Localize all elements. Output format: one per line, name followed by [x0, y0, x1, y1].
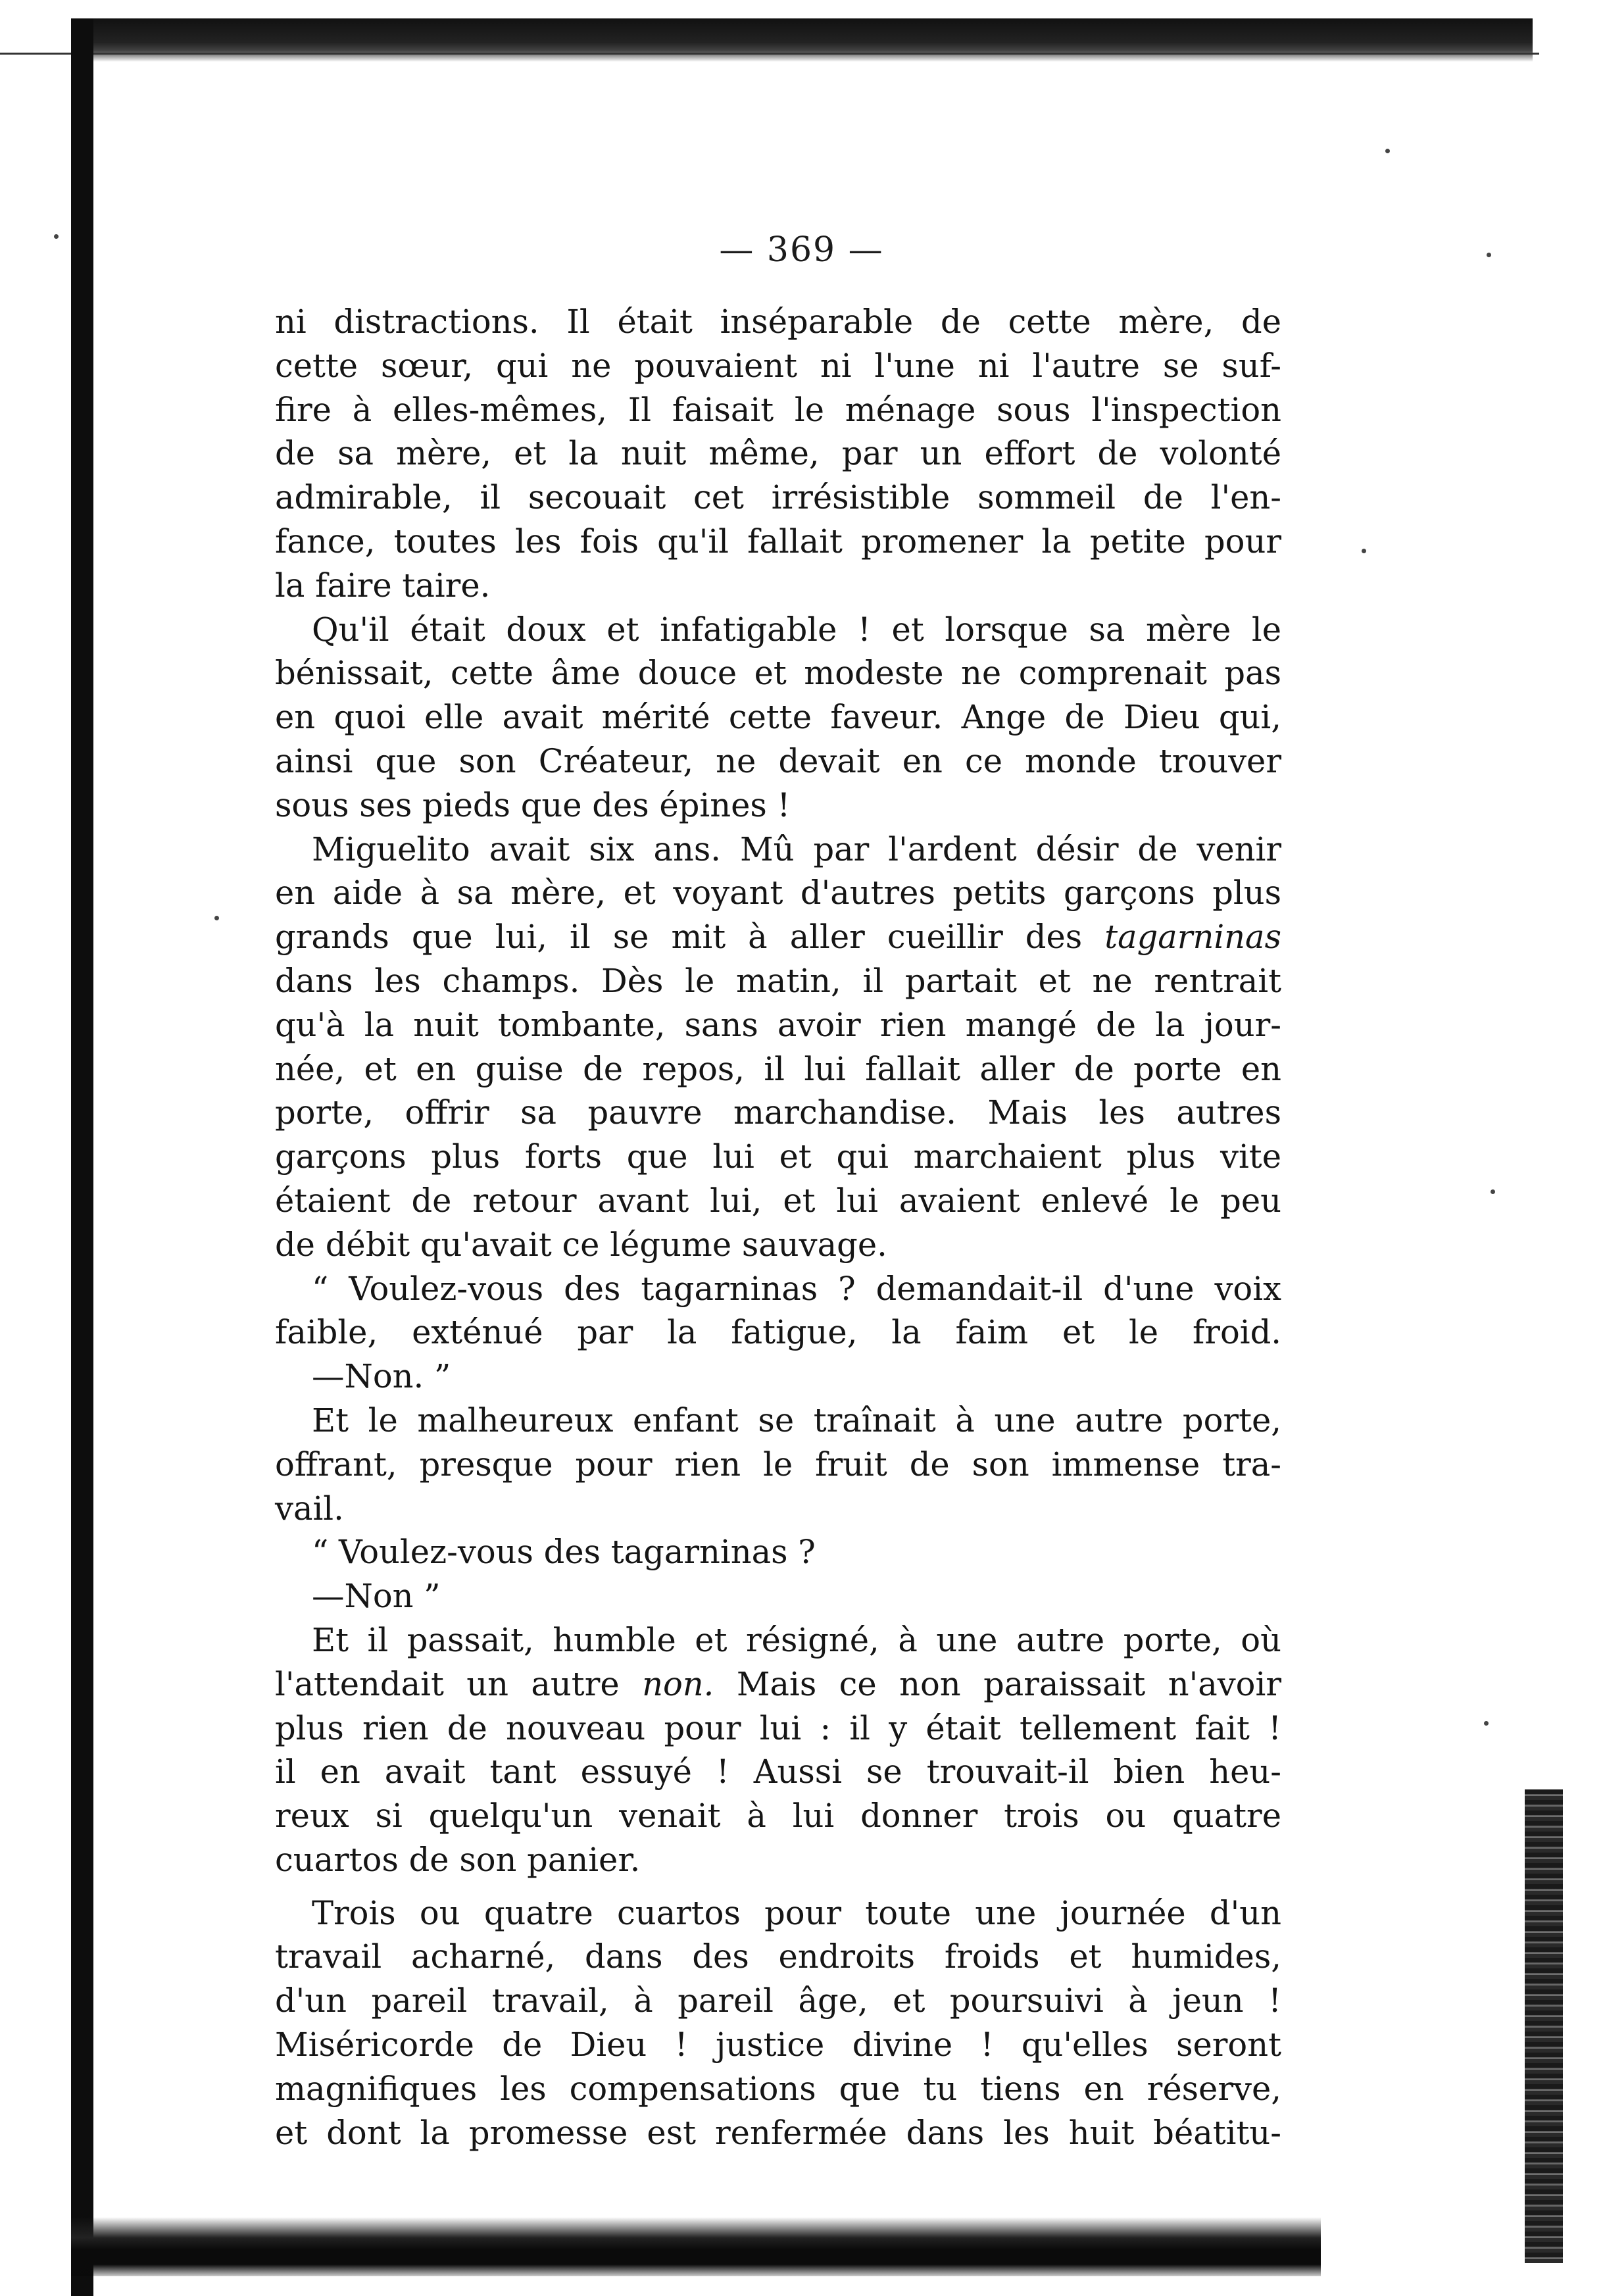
scan-speck	[214, 916, 219, 920]
scan-speck	[1385, 149, 1390, 153]
text-line: dans les champs. Dès le matin, il partait et ne rentrait	[275, 961, 1281, 1000]
text-line: en aide à sa mère, et voyant d'autres petits garçons plus	[275, 874, 1281, 912]
text-line	[275, 1662, 1281, 1707]
text-line	[275, 915, 1281, 959]
text-line: reux si quelqu'un venait à lui donner trois ou quatre	[275, 1797, 1281, 1835]
paragraph	[275, 828, 1281, 1267]
text-line: en quoi elle avait mérité cette faveur. Ange de Dieu qui,	[275, 698, 1281, 737]
text-line: “ Voulez-vous des tagarninas ?	[312, 1533, 816, 1572]
scan-edge-top	[72, 18, 1533, 62]
text-line: qu'à la nuit tombante, sans avoir rien mangé de la jour-	[275, 1005, 1281, 1044]
text-line: fire à elles-mêmes, Il faisait le ménage sous l'inspection	[275, 390, 1281, 429]
italic-word: non.	[642, 1664, 714, 1703]
text-line: de sa mère, et la nuit même, par un effort de volonté	[275, 434, 1281, 473]
paragraph	[275, 300, 1281, 608]
text-line: Et le malheureux enfant se traînait à une autre porte,	[312, 1401, 1281, 1439]
paragraph	[275, 1618, 1281, 1882]
text-line: de débit qu'avait ce légume sauvage.	[275, 1225, 887, 1264]
text-line: travail acharné, dans des endroits froids et humides,	[275, 1937, 1281, 1976]
paragraph-gap	[275, 1882, 1281, 1891]
text-line: étaient de retour avant lui, et lui avaient enlevé le peu	[275, 1181, 1281, 1220]
text-segment: Mais ce non paraissait n'avoir	[736, 1664, 1281, 1703]
text-line: porte, offrir sa pauvre marchandise. Mais les autres	[275, 1093, 1281, 1132]
text-segment: grands que lui, il se mit à aller cueillir des	[275, 918, 1083, 957]
text-line: vail.	[275, 1489, 344, 1528]
text-line: faible, exténué par la fatigue, la faim et le froid.	[275, 1313, 1281, 1352]
text-line: offrant, presque pour rien le fruit de son immense tra-	[275, 1445, 1281, 1484]
text-line: la faire taire.	[275, 566, 491, 605]
text-line: —Non ”	[312, 1577, 441, 1616]
paragraph	[275, 1267, 1281, 1399]
text-line: —Non. ”	[312, 1357, 451, 1396]
text-line: d'un pareil travail, à pareil âge, et poursuivi à jeun !	[275, 1982, 1281, 2020]
text-line: Trois ou quatre cuartos pour toute une journée d'un	[312, 1893, 1281, 1932]
paragraph	[275, 608, 1281, 828]
text-line: Et il passait, humble et résigné, à une autre porte, où	[312, 1620, 1281, 1659]
text-segment: l'attendait un autre	[275, 1664, 620, 1703]
scan-edge-top-line	[0, 53, 1539, 55]
text-line: cuartos de son panier.	[275, 1840, 641, 1879]
italic-word: tagarninas	[1104, 918, 1281, 957]
text-line: née, et en guise de repos, il lui fallait aller de porte en	[275, 1049, 1281, 1088]
page-body	[275, 300, 1281, 2155]
scan-edge-left	[71, 18, 93, 2296]
text-line: cette sœur, qui ne pouvaient ni l'une ni l'autre se suf-	[275, 346, 1281, 385]
text-line: ni distractions. Il était inséparable de cette mère, de	[275, 303, 1281, 341]
scan-speck	[1484, 1721, 1489, 1726]
text-line: garçons plus forts que lui et qui marchaient plus vite	[275, 1137, 1281, 1176]
scan-speck	[1491, 1189, 1495, 1194]
paragraph	[275, 1399, 1281, 1530]
text-line: ainsi que son Créateur, ne devait en ce monde trouver	[275, 741, 1281, 780]
page-number: — 369 —	[719, 230, 884, 270]
scan-speck	[1362, 549, 1366, 553]
scan-edge-bottom	[71, 2217, 1321, 2276]
text-line: plus rien de nouveau pour lui : il y était tellement fait !	[275, 1709, 1281, 1747]
text-line: sous ses pieds que des épines !	[275, 786, 791, 824]
text-line: Qu'il était doux et infatigable ! et lorsque sa mère le	[312, 610, 1281, 649]
scan-edge-right	[1525, 1789, 1563, 2263]
paragraph	[275, 1530, 1281, 1618]
paragraph	[275, 1891, 1281, 2155]
text-line: Miséricorde de Dieu ! justice divine ! qu'elles seront	[275, 2026, 1281, 2064]
text-line: “ Voulez-vous des tagarninas ? demandait-il d'une voix	[312, 1269, 1281, 1308]
text-line: magnifiques les compensations que tu tiens en réserve,	[275, 2069, 1281, 2108]
text-line: admirable, il secouait cet irrésistible sommeil de l'en-	[275, 478, 1281, 517]
text-line: et dont la promesse est renfermée dans les huit béatitu-	[275, 2113, 1281, 2152]
text-line: fance, toutes les fois qu'il fallait promener la petite pour	[275, 522, 1281, 561]
text-line: bénissait, cette âme douce et modeste ne comprenait pas	[275, 654, 1281, 693]
text-line: Miguelito avait six ans. Mû par l'ardent désir de venir	[312, 830, 1281, 868]
text-line: il en avait tant essuyé ! Aussi se trouvait-il bien heu-	[275, 1753, 1281, 1791]
